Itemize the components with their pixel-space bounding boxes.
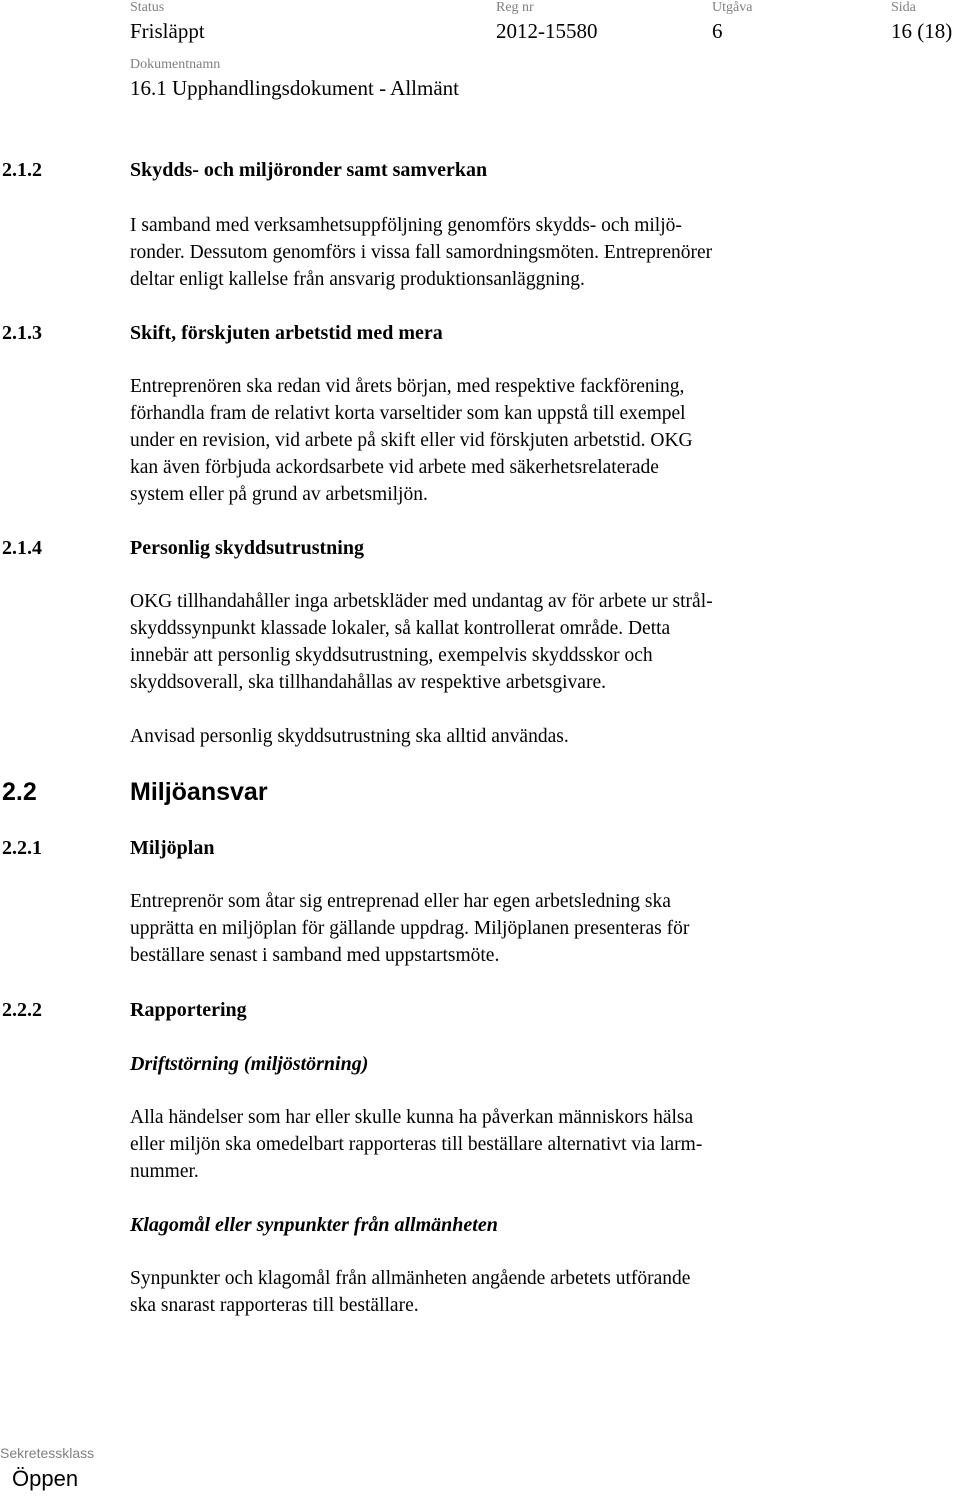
subheading: Driftstörning (miljöstörning) [130, 1053, 369, 1075]
section-number: 2.1.4 [2, 537, 42, 559]
section-heading: Skydds- och miljöronder samt samverkan [130, 159, 488, 181]
section-paragraph [130, 588, 830, 696]
section-heading: Personlig skyddsutrustning [130, 537, 364, 559]
docname-label: Dokumentnamn [130, 57, 221, 72]
paragraph-line: eller miljön ska omedelbart rapporteras till beställare alternativt via larm- [130, 1134, 703, 1155]
paragraph-line: OKG tillhandahåller inga arbetskläder med undantag av för arbete ur strål- [130, 591, 713, 612]
paragraph-line: system eller på grund av arbetsmiljön. [130, 484, 428, 505]
section-number: 2.1.3 [2, 322, 42, 344]
section-paragraph [130, 1104, 830, 1185]
section-number: 2.1.2 [2, 159, 42, 181]
paragraph-line: Entreprenör som åtar sig entreprenad eller har egen arbetsledning ska [130, 891, 671, 912]
regnr-value: 2012-15580 [496, 19, 598, 43]
regnr-label: Reg nr [496, 0, 534, 15]
section-paragraph [130, 723, 830, 750]
chapter-heading: Miljöansvar [130, 778, 268, 806]
sida-label: Sida [891, 0, 916, 15]
classification-label: Sekretessklass [0, 1445, 95, 1461]
paragraph-line: Alla händelser som har eller skulle kunna ha påverkan människors hälsa [130, 1107, 694, 1128]
paragraph-line: Anvisad personlig skyddsutrustning ska alltid användas. [130, 726, 569, 747]
paragraph-line: Synpunkter och klagomål från allmänheten angående arbetets utförande [130, 1268, 691, 1289]
paragraph-line: deltar enligt kallelse från ansvarig produktionsanläggning. [130, 269, 585, 290]
paragraph-line: upprätta en miljöplan för gällande uppdrag. Miljöplanen presenteras för [130, 918, 690, 939]
paragraph-line: nummer. [130, 1161, 199, 1182]
paragraph-line: Entreprenören ska redan vid årets början, med respektive fackförening, [130, 376, 685, 397]
section-number: 2.2.2 [2, 999, 42, 1021]
paragraph-line: innebär att personlig skyddsutrustning, exempelvis skyddsskor och [130, 645, 653, 666]
paragraph-line: kan även förbjuda ackordsarbete vid arbete med säkerhetsrelaterade [130, 457, 659, 478]
paragraph-line: under en revision, vid arbete på skift eller vid förskjuten arbetstid. OKG [130, 430, 693, 451]
paragraph-line: förhandla fram de relativt korta varseltider som kan uppstå till exempel [130, 403, 686, 424]
section-number: 2.2.1 [2, 837, 42, 859]
docname-value: 16.1 Upphandlingsdokument - Allmänt [130, 76, 459, 100]
paragraph-line: ronder. Dessutom genomförs i vissa fall samordningsmöten. Entreprenörer [130, 242, 713, 263]
section-heading: Miljöplan [130, 837, 215, 859]
chapter-number: 2.2 [2, 778, 37, 806]
section-paragraph [130, 212, 830, 293]
sida-value: 16 (18) [891, 19, 953, 43]
paragraph-line: skyddsoverall, ska tillhandahållas av respektive arbetsgivare. [130, 672, 606, 693]
status-label: Status [130, 0, 165, 15]
status-value: Frisläppt [130, 19, 205, 43]
utgava-value: 6 [712, 19, 723, 43]
classification-value: Öppen [12, 1466, 79, 1491]
section-paragraph [130, 888, 830, 969]
section-heading: Skift, förskjuten arbetstid med mera [130, 322, 443, 344]
paragraph-line: ska snarast rapporteras till beställare. [130, 1295, 419, 1316]
subheading: Klagomål eller synpunkter från allmänheten [130, 1214, 498, 1236]
section-paragraph [130, 373, 830, 508]
section-heading: Rapportering [130, 999, 247, 1021]
paragraph-line: beställare senast i samband med uppstartsmöte. [130, 945, 500, 966]
paragraph-line: skyddssynpunkt klassade lokaler, så kallat kontrollerat område. Detta [130, 618, 671, 639]
section-paragraph [130, 1265, 830, 1319]
utgava-label: Utgåva [712, 0, 753, 15]
paragraph-line: I samband med verksamhetsuppföljning genomförs skydds- och miljö- [130, 215, 682, 236]
